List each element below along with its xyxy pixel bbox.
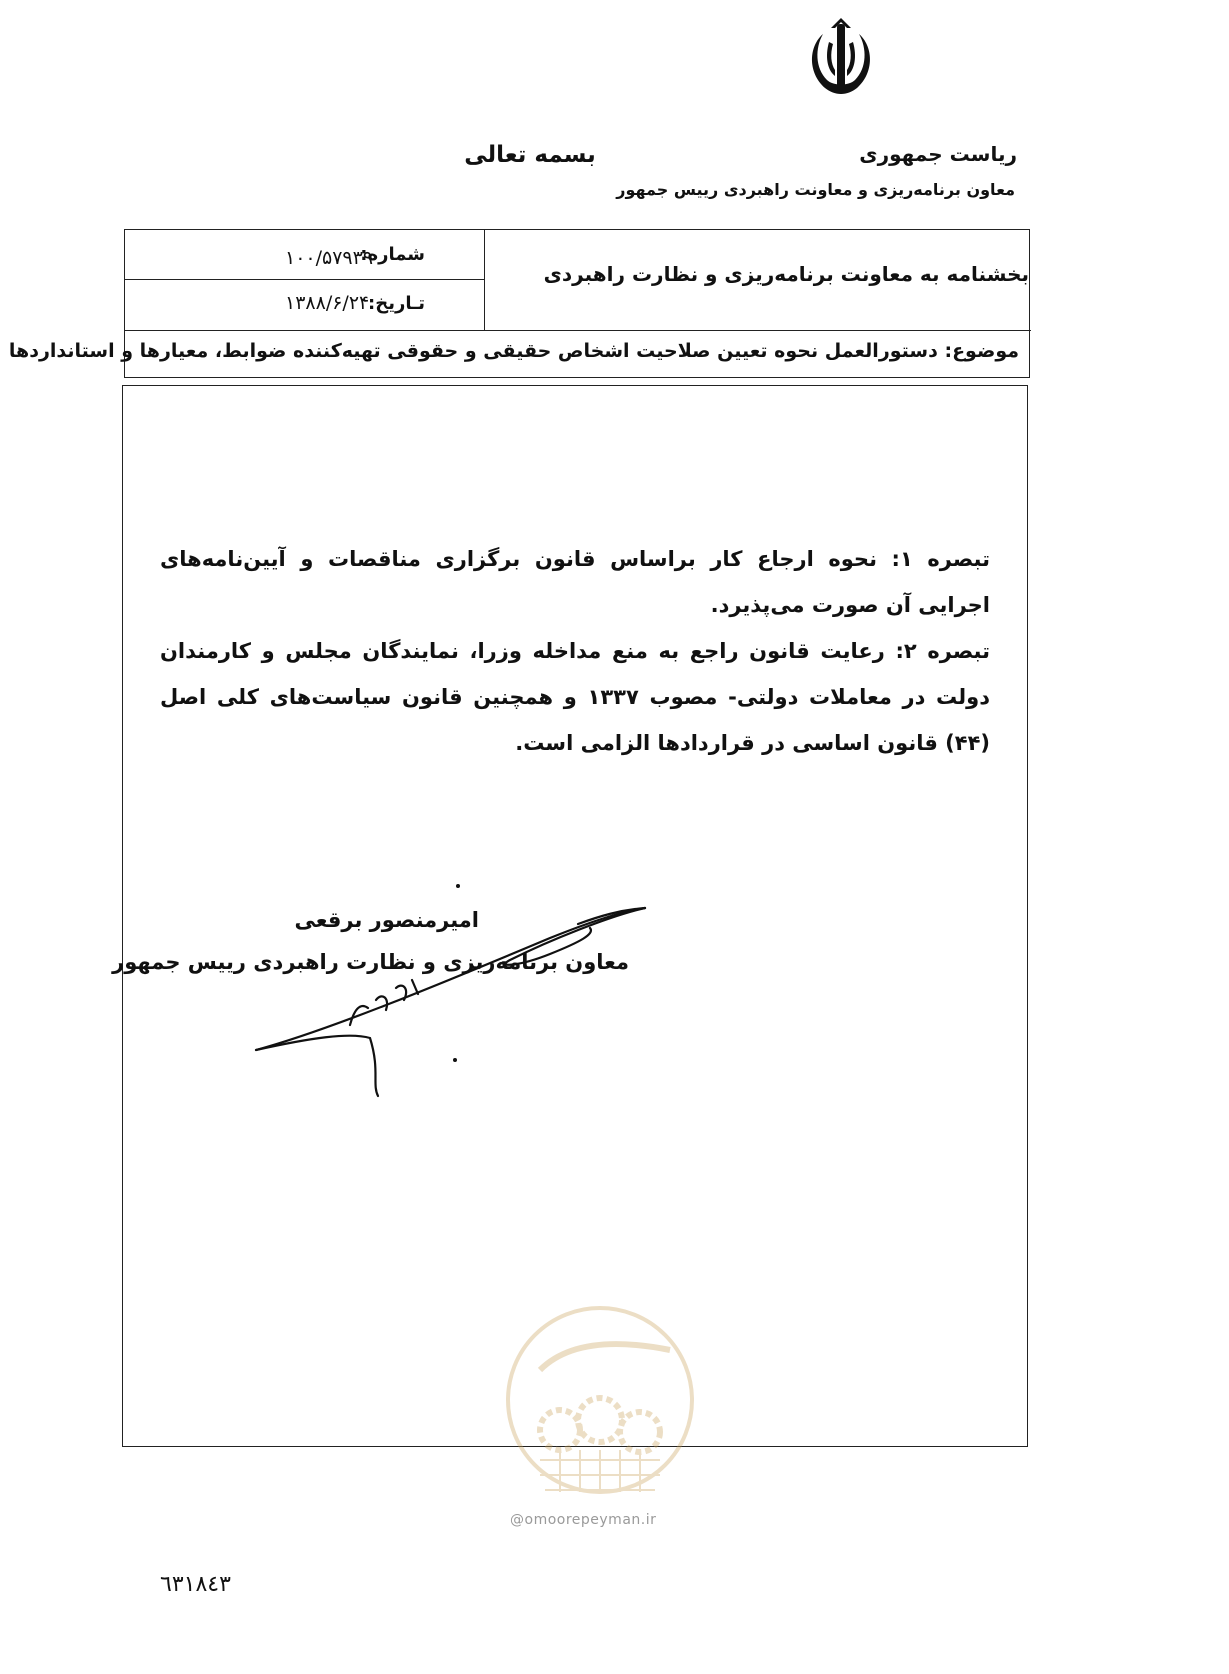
body-text — [160, 536, 990, 766]
watermark-url: @omoorepeyman.ir — [510, 1512, 657, 1528]
handwritten-signature — [250, 870, 670, 1110]
signatory-name: امیرمنصور برقعی — [294, 908, 479, 932]
note-2: تبصره ۲: رعایت قانون راجع به منع مداخله وزرا، نمایندگان مجلس و کارمندان دولت در معاملات دولتی- مصوب ۱۳۳۷ و همچنین قانون سیاست‌های کلی اصل (۴۴) قانون اساسی در قراردادها الزامی است. — [160, 639, 991, 755]
signatory-title: معاون برنامه‌ریزی و نظارت راهبردی رییس جمهور — [112, 950, 629, 974]
subject-line: موضوع: دستورالعمل نحوه تعیین صلاحیت اشخاص حقیقی و حقوقی تهیه‌کننده ضوابط، معیارها و استانداردها — [8, 340, 1019, 362]
date-value: ۱۳۸۸/۶/۲۴ — [285, 292, 370, 314]
row-divider — [125, 279, 484, 280]
department-name: معاون برنامه‌ریزی و معاونت راهبردی رییس جمهور — [616, 180, 1015, 199]
iran-emblem-icon — [795, 12, 887, 104]
watermark-logo — [500, 1300, 700, 1530]
number-label: شماره: — [360, 244, 425, 265]
basmala-heading: بسمه تعالی — [464, 142, 596, 168]
circular-title: بخشنامه به معاونت برنامه‌ریزی و نظارت راهبردی — [543, 262, 1029, 286]
note-1: تبصره ۱: نحوه ارجاع کار براساس قانون برگزاری مناقصات و آیین‌نامه‌های اجرایی آن صورت می‌پذیرد. — [160, 547, 990, 617]
row-divider — [125, 330, 1031, 331]
number-value: ۱۰۰/۵۷۹۳۹ — [285, 247, 374, 269]
organization-name: ریاست جمهوری — [859, 142, 1017, 166]
document-code: ٦٣١٨٤٣ — [160, 1572, 231, 1597]
column-divider — [484, 230, 485, 330]
date-label: تـاریخ: — [368, 293, 425, 314]
